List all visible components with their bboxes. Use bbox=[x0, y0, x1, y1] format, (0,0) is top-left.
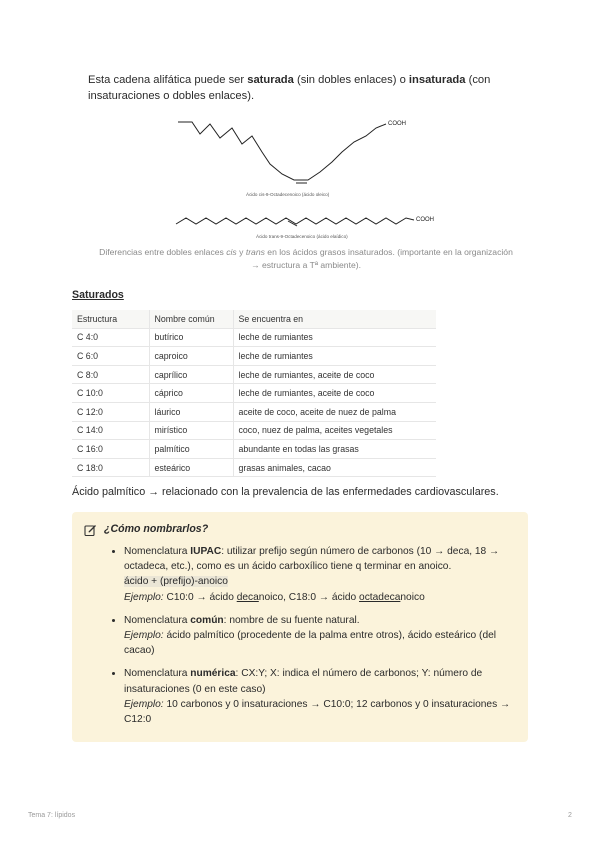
iupac-example-3: noico bbox=[400, 591, 425, 603]
intro-text-3: (con insaturaciones o dobles enlaces). bbox=[88, 74, 491, 102]
footer-page-number: 2 bbox=[568, 812, 572, 819]
table-row bbox=[72, 402, 436, 421]
cell-nombre: caprílico bbox=[149, 365, 233, 384]
edit-icon bbox=[84, 524, 97, 537]
naming-list bbox=[110, 544, 526, 735]
cell-estructura: C 14:0 bbox=[72, 421, 149, 440]
cell-fuente: coco, nuez de palma, aceites vegetales bbox=[233, 421, 436, 440]
naming-callout bbox=[72, 512, 528, 742]
iupac-text: : utilizar prefijo según número de carbonos (10 → deca, 18 → octadeca, etc.), como es un ácido carboxílico tiene q terminar en anoico. bbox=[124, 546, 500, 573]
numerica-pre: Nomenclatura bbox=[124, 668, 191, 680]
iupac-bold: IUPAC bbox=[190, 546, 222, 557]
trans-chain bbox=[176, 218, 414, 224]
cis-trans-diagram bbox=[170, 112, 440, 242]
intro-text-1: Esta cadena alifática puede ser bbox=[88, 74, 248, 86]
comun-bold: común bbox=[190, 614, 224, 626]
comun-example: ácido palmítico (procedente de la palma entre otros), ácido esteárico (del cacao) bbox=[124, 630, 497, 657]
saturated-fatty-acids-table bbox=[72, 310, 436, 477]
caption-text-2: y bbox=[236, 247, 246, 257]
cell-estructura: C 4:0 bbox=[72, 328, 149, 347]
iupac-pre: Nomenclatura bbox=[124, 546, 191, 557]
cell-nombre: butírico bbox=[149, 328, 233, 347]
list-item-numerica bbox=[124, 666, 526, 727]
cell-estructura: C 18:0 bbox=[72, 458, 149, 477]
callout-title: ¿Cómo nombrarlos? bbox=[104, 523, 209, 535]
caption-trans: trans bbox=[245, 247, 265, 257]
cell-nombre: palmítico bbox=[149, 440, 233, 459]
saturados-title: Saturados bbox=[72, 289, 124, 301]
cell-nombre: cáprico bbox=[149, 384, 233, 403]
numerica-example: 10 carbonos y 0 insaturaciones → C10:0; 12 carbonos y 0 insaturaciones → C12:0 bbox=[124, 698, 511, 726]
iupac-example-label: Ejemplo: bbox=[124, 591, 164, 603]
numerica-example-label: Ejemplo: bbox=[124, 698, 164, 710]
cell-fuente: leche de rumiantes bbox=[233, 347, 436, 366]
caption-text-3: en los ácidos grasos insaturados. (importante en la organización → estructura a Tª ambiente). bbox=[250, 247, 513, 270]
cell-fuente: leche de rumiantes bbox=[233, 328, 436, 347]
cell-fuente: abundante en todas las grasas bbox=[233, 440, 436, 459]
cis-label: Ácido cis-9-Octadecenoico (ácido oleico) bbox=[246, 192, 330, 197]
header-se-encuentra-en: Se encuentra en bbox=[233, 310, 436, 328]
iupac-formula: ácido + (prefijo)-anoico bbox=[124, 576, 228, 588]
caption-cis: cis bbox=[226, 247, 237, 257]
cell-fuente: grasas animales, cacao bbox=[233, 458, 436, 477]
cell-nombre: esteárico bbox=[149, 458, 233, 477]
list-item-iupac bbox=[124, 544, 526, 605]
cell-estructura: C 10:0 bbox=[72, 384, 149, 403]
comun-example-label: Ejemplo: bbox=[124, 630, 164, 642]
cell-nombre: caproico bbox=[149, 347, 233, 366]
cell-estructura: C 16:0 bbox=[72, 440, 149, 459]
cell-fuente: leche de rumiantes, aceite de coco bbox=[233, 365, 436, 384]
cell-nombre: láurico bbox=[149, 402, 233, 421]
cell-estructura: C 6:0 bbox=[72, 347, 149, 366]
palmitic-note: Ácido palmítico → relacionado con la prevalencia de las enfermedades cardiovasculares. bbox=[72, 486, 499, 498]
table-row bbox=[72, 328, 436, 347]
footer-chapter: Tema 7: lípidos bbox=[28, 812, 76, 819]
iupac-example-octadeca: octadeca bbox=[359, 591, 401, 603]
cooh-bottom: COOH bbox=[416, 217, 434, 223]
numerica-text: : CX:Y; X: indica el número de carbonos; Y: número de insaturaciones (0 en este caso) bbox=[124, 668, 483, 695]
fatty-acid-figure bbox=[170, 112, 440, 242]
caption-text-1: Diferencias entre dobles enlaces bbox=[99, 247, 227, 257]
intro-paragraph bbox=[88, 72, 528, 104]
table-row bbox=[72, 458, 436, 477]
header-nombre-comun: Nombre común bbox=[149, 310, 233, 328]
table-row bbox=[72, 347, 436, 366]
table-row bbox=[72, 365, 436, 384]
list-item-comun bbox=[124, 613, 526, 659]
intro-text-2: (sin dobles enlaces) o bbox=[293, 74, 409, 86]
numerica-bold: numérica bbox=[190, 668, 236, 680]
intro-bold-insaturada: insaturada bbox=[408, 74, 466, 86]
cooh-top: COOH bbox=[388, 121, 406, 127]
header-estructura: Estructura bbox=[72, 310, 149, 328]
table-row bbox=[72, 384, 436, 403]
figure-caption bbox=[96, 246, 516, 272]
cell-fuente: leche de rumiantes, aceite de coco bbox=[233, 384, 436, 403]
cell-estructura: C 12:0 bbox=[72, 402, 149, 421]
trans-label: Ácido trans-9-Octadecenoico (ácido elaídico) bbox=[256, 234, 348, 239]
comun-pre: Nomenclatura bbox=[124, 614, 191, 626]
iupac-example-1: C10:0 → ácido bbox=[163, 591, 237, 603]
cell-fuente: aceite de coco, aceite de nuez de palma bbox=[233, 402, 436, 421]
table-row bbox=[72, 421, 436, 440]
comun-text: : nombre de su fuente natural. bbox=[223, 614, 360, 626]
iupac-example-deca: deca bbox=[236, 591, 259, 603]
iupac-example-2: noico, C18:0 → ácido bbox=[258, 591, 360, 603]
cis-chain bbox=[178, 122, 386, 180]
cell-estructura: C 8:0 bbox=[72, 365, 149, 384]
intro-bold-saturada: saturada bbox=[247, 74, 294, 86]
table-row bbox=[72, 440, 436, 459]
cell-nombre: mirístico bbox=[149, 421, 233, 440]
table-header-row bbox=[72, 310, 436, 328]
